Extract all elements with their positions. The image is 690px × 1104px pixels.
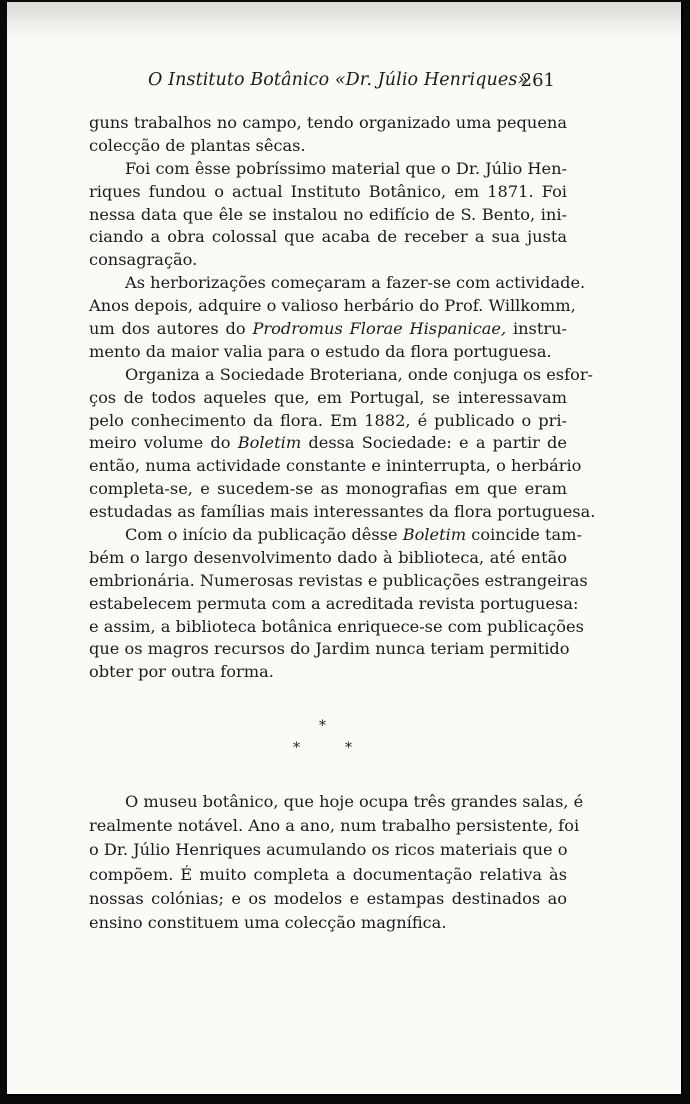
text-line: o Dr. Júlio Henriques acumulando os ricos materiais que o bbox=[89, 840, 568, 860]
text-line: que os magros recursos do Jardim nunca teriam permitido bbox=[89, 639, 570, 659]
text-line: O museu botânico, que hoje ocupa três grandes salas, é bbox=[125, 792, 584, 811]
text-line: ciando a obra colossal que acaba de receber a sua justa bbox=[89, 227, 567, 247]
italic-title: Boletim bbox=[402, 525, 467, 545]
paragraph bbox=[89, 158, 567, 272]
text-line: bém o largo desenvolvimento dado à biblioteca, até então bbox=[89, 547, 567, 567]
text-line: então, numa actividade constante e ininterrupta, o herbário bbox=[89, 456, 582, 476]
text-line bbox=[89, 524, 583, 547]
italic-title: Boletim bbox=[237, 433, 302, 453]
separator-asterisk-left: * bbox=[293, 740, 300, 756]
text-line: embrionária. Numerosas revistas e publicações estrangeiras bbox=[89, 570, 588, 590]
paragraph bbox=[89, 112, 567, 158]
body-text bbox=[89, 112, 596, 684]
text-line: Anos depois, adquire o valioso herbário do Prof. Willkomm, bbox=[89, 296, 576, 316]
text-line: consagração. bbox=[89, 250, 198, 270]
text-line bbox=[89, 432, 567, 455]
text-line: estudadas as famílias mais interessantes da flora portuguesa. bbox=[89, 502, 596, 522]
text-line: guns trabalhos no campo, tendo organizado uma pequena bbox=[89, 113, 567, 132]
separator-asterisk-right: * bbox=[345, 740, 352, 756]
paragraph bbox=[89, 364, 596, 524]
text-line: mento da maior valia para o estudo da flora portuguesa. bbox=[89, 341, 552, 361]
text-line: pelo conhecimento da flora. Em 1882, é publicado o pri- bbox=[89, 410, 567, 430]
text-segment: coincide tam- bbox=[466, 525, 583, 545]
text-line: realmente notável. Ano a ano, num trabalho persistente, foi bbox=[89, 816, 580, 836]
text-line: As herborizações começaram a fazer-se com actividade. bbox=[125, 273, 586, 293]
text-line: ços de todos aqueles que, em Portugal, se interessavam bbox=[89, 387, 567, 407]
paragraph bbox=[89, 272, 586, 364]
paragraph bbox=[89, 790, 584, 935]
text-line: ensino constituem uma colecção magnífica. bbox=[89, 912, 447, 932]
book-page bbox=[7, 2, 683, 1096]
text-line: compõem. É muito completa a documentação relativa às bbox=[89, 864, 567, 884]
final-paragraph bbox=[89, 790, 584, 935]
text-segment: instru- bbox=[506, 319, 567, 339]
text-segment: dessa Sociedade: e a partir de bbox=[301, 433, 567, 453]
text-line: completa-se, e sucedem-se as monografias em que eram bbox=[89, 479, 567, 499]
text-line: Organiza a Sociedade Broteriana, onde conjuga os esfor- bbox=[125, 364, 594, 384]
italic-title: Prodromus Florae Hispanicae, bbox=[252, 319, 507, 339]
text-segment: meiro volume do bbox=[89, 433, 238, 453]
section-separator bbox=[89, 718, 567, 766]
page-number: 261 bbox=[520, 70, 555, 91]
text-line: colecção de plantas sêcas. bbox=[89, 135, 306, 155]
text-line: obter por outra forma. bbox=[89, 662, 274, 682]
text-line: nossas colónias; e os modelos e estampas destinados ao bbox=[89, 888, 567, 908]
text-segment: Com o início da publicação dêsse bbox=[125, 525, 403, 545]
text-line: Foi com êsse pobríssimo material que o Dr. Júlio Hen- bbox=[125, 158, 567, 178]
text-line bbox=[89, 318, 567, 341]
running-title: O Instituto Botânico «Dr. Júlio Henriques» bbox=[148, 70, 529, 90]
text-segment: um dos autores do bbox=[89, 319, 253, 339]
separator-asterisk-top: * bbox=[319, 718, 326, 734]
paragraph bbox=[89, 524, 588, 684]
text-line: nessa data que êle se instalou no edifício de S. Bento, ini- bbox=[89, 204, 567, 224]
text-line: riques fundou o actual Instituto Botânico, em 1871. Foi bbox=[89, 181, 567, 201]
text-line: e assim, a biblioteca botânica enriquece-se com publicações bbox=[89, 616, 584, 636]
text-line: estabelecem permuta com a acreditada revista portuguesa: bbox=[89, 593, 579, 613]
